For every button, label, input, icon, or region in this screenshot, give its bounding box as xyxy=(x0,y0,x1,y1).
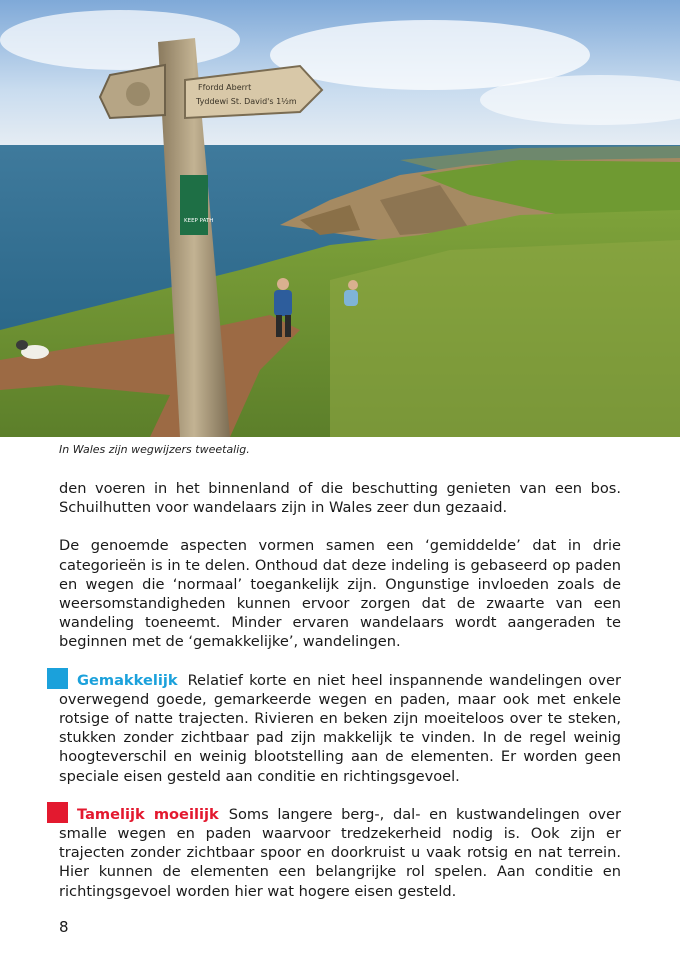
sign-text-line-2: Tyddewi St. David's 1½m xyxy=(196,97,297,106)
post-plaque-text: KEEP PATH xyxy=(184,218,214,224)
category-easy xyxy=(59,671,621,786)
coastal-path-photo xyxy=(0,0,680,437)
photo-caption: In Wales zijn wegwijzers tweetalig. xyxy=(59,443,250,456)
sign-text-line-1: Ffordd Aberrt xyxy=(198,83,252,92)
paragraph-2: De genoemde aspecten vormen samen een ‘gemiddelde’ dat in drie categorieën is in te delen. Onthoud dat deze indeling is gebaseerd op paden en wegen die ‘normaal’ toegankelijk zijn. Ongunstige invloeden zoals de weersomstandigheden kunnen ervoor zorgen dat de zwaarte van een wandeling toeneemt. Minder ervaren wandelaars wordt aangeraden te beginnen met de ‘gemakkelijke’, wandelingen. xyxy=(59,537,621,651)
category-easy-title: Gemakkelijk xyxy=(77,671,178,689)
blue-square-marker xyxy=(47,668,68,689)
category-moderate xyxy=(59,805,621,901)
category-easy-text: Relatief korte en niet heel inspannende wandelingen over overwegend goede, gemarkeerde wegen en paden, maar ook met enkele rotsige of natte trajecten. Rivieren en beken zijn moeiteloos over te steken, stukken zonder zichtbaar pad zijn makkelijk te vinden. In de regel weinig hoogteverschil en weinig blootstelling aan de elementen. Er worden geen speciale eisen gesteld aan conditie en richtingsgevoel. xyxy=(59,671,621,785)
category-moderate-title: Tamelijk moeilijk xyxy=(77,805,219,823)
paragraph-1: den voeren in het binnenland of die beschutting genieten van een bos. Schuilhutten voor wandelaars zijn in Wales zeer dun gezaaid. xyxy=(59,480,621,517)
category-moderate-text: Soms langere berg-, dal- en kustwandelingen over smalle wegen en paden waarvoor tredzekerheid nodig is. Ook zijn er trajecten zonder zichtbaar spoor en doorkruist u vaak rotsig en nat terrein. Hier kunnen de elementen een belangrijke rol spelen. Aan conditie en richtingsgevoel worden hier wat hogere eisen gesteld. xyxy=(59,805,621,900)
page-number: 8 xyxy=(59,918,69,936)
red-square-marker xyxy=(47,802,68,823)
body-text xyxy=(59,479,621,920)
